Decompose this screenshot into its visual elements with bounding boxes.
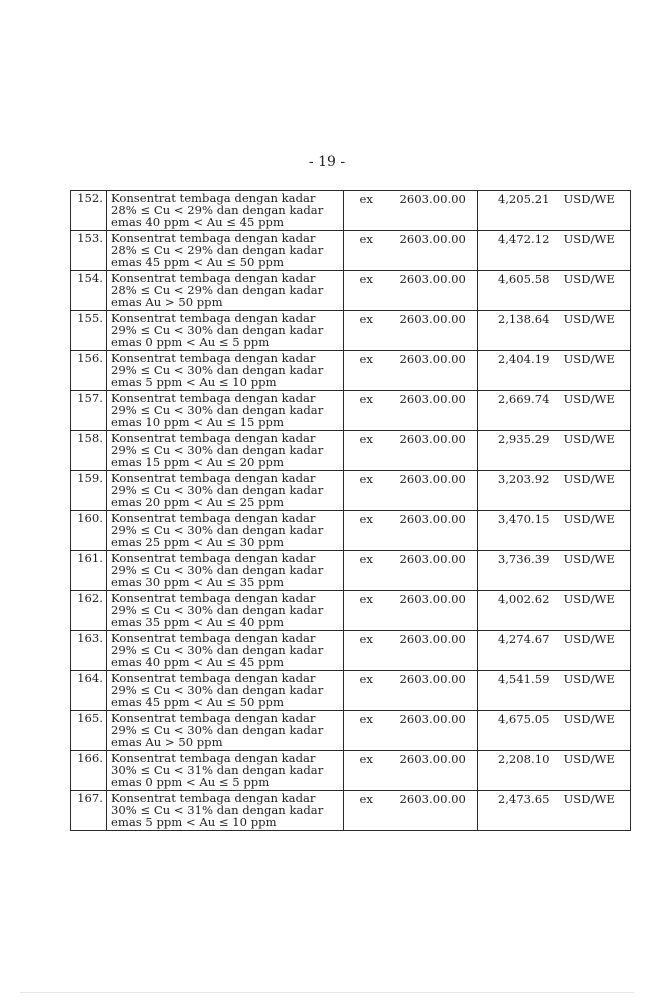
row-number: 157. (71, 391, 107, 431)
description-line: 29% ≤ Cu < 30% dan dengan kadar (111, 683, 324, 698)
price-unit: USD/WE (558, 271, 631, 311)
table-row (71, 431, 631, 471)
description-line: 29% ≤ Cu < 30% dan dengan kadar (111, 643, 324, 658)
description-line: Konsentrat tembaga dengan kadar (111, 751, 316, 765)
price-unit: USD/WE (558, 471, 631, 511)
product-description (107, 631, 344, 671)
description-line: emas 45 ppm < Au ≤ 50 ppm (111, 255, 284, 270)
row-number: 167. (71, 791, 107, 831)
row-number: 160. (71, 511, 107, 551)
description-line: Konsentrat tembaga dengan kadar (111, 351, 316, 365)
export-price: 4,675.05 (478, 711, 558, 751)
hs-code: 2603.00.00 (389, 311, 478, 351)
export-price: 4,205.21 (478, 191, 558, 231)
table-row (71, 271, 631, 311)
description-line: Konsentrat tembaga dengan kadar (111, 431, 316, 445)
table-row (71, 671, 631, 711)
description-line: emas 40 ppm < Au ≤ 45 ppm (111, 655, 284, 670)
export-price: 2,404.19 (478, 351, 558, 391)
hs-code: 2603.00.00 (389, 271, 478, 311)
description-line: emas 40 ppm < Au ≤ 45 ppm (111, 215, 284, 230)
row-number: 161. (71, 551, 107, 591)
export-price: 4,274.67 (478, 631, 558, 671)
hs-code: 2603.00.00 (389, 711, 478, 751)
product-description (107, 231, 344, 271)
table-row (71, 631, 631, 671)
description-line: Konsentrat tembaga dengan kadar (111, 471, 316, 485)
price-unit: USD/WE (558, 751, 631, 791)
row-number: 155. (71, 311, 107, 351)
product-description (107, 671, 344, 711)
description-line: emas 10 ppm < Au ≤ 15 ppm (111, 415, 284, 430)
row-number: 152. (71, 191, 107, 231)
table-row (71, 351, 631, 391)
hs-code: 2603.00.00 (389, 751, 478, 791)
hs-code: 2603.00.00 (389, 431, 478, 471)
row-number: 166. (71, 751, 107, 791)
product-description (107, 791, 344, 831)
product-description (107, 191, 344, 231)
product-description (107, 351, 344, 391)
product-description (107, 751, 344, 791)
ex-marker: ex (344, 471, 389, 511)
ex-marker: ex (344, 271, 389, 311)
ex-marker: ex (344, 351, 389, 391)
row-number: 154. (71, 271, 107, 311)
ex-marker: ex (344, 231, 389, 271)
ex-marker: ex (344, 511, 389, 551)
hs-code: 2603.00.00 (389, 231, 478, 271)
product-description (107, 711, 344, 751)
description-line: emas 5 ppm < Au ≤ 10 ppm (111, 815, 277, 830)
description-line: emas 5 ppm < Au ≤ 10 ppm (111, 375, 277, 390)
table-row (71, 751, 631, 791)
export-price: 3,470.15 (478, 511, 558, 551)
description-line: emas Au > 50 ppm (111, 735, 223, 750)
ex-marker: ex (344, 791, 389, 831)
description-line: Konsentrat tembaga dengan kadar (111, 231, 316, 245)
hs-code: 2603.00.00 (389, 591, 478, 631)
ex-marker: ex (344, 631, 389, 671)
price-unit: USD/WE (558, 311, 631, 351)
price-unit: USD/WE (558, 791, 631, 831)
hs-code: 2603.00.00 (389, 551, 478, 591)
description-line: emas 30 ppm < Au ≤ 35 ppm (111, 575, 284, 590)
product-description (107, 471, 344, 511)
description-line: Konsentrat tembaga dengan kadar (111, 591, 316, 605)
product-description (107, 431, 344, 471)
export-price: 4,605.58 (478, 271, 558, 311)
description-line: emas 45 ppm < Au ≤ 50 ppm (111, 695, 284, 710)
description-line: 29% ≤ Cu < 30% dan dengan kadar (111, 563, 324, 578)
price-table (70, 190, 631, 831)
export-price: 4,002.62 (478, 591, 558, 631)
description-line: emas 0 ppm < Au ≤ 5 ppm (111, 335, 270, 350)
price-unit: USD/WE (558, 391, 631, 431)
hs-code: 2603.00.00 (389, 511, 478, 551)
export-price: 2,669.74 (478, 391, 558, 431)
price-unit: USD/WE (558, 431, 631, 471)
hs-code: 2603.00.00 (389, 391, 478, 431)
description-line: 30% ≤ Cu < 31% dan dengan kadar (111, 763, 324, 778)
hs-code: 2603.00.00 (389, 351, 478, 391)
page-number: - 19 - (308, 154, 346, 170)
description-line: 29% ≤ Cu < 30% dan dengan kadar (111, 523, 324, 538)
price-unit: USD/WE (558, 551, 631, 591)
ex-marker: ex (344, 591, 389, 631)
description-line: Konsentrat tembaga dengan kadar (111, 391, 316, 405)
description-line: emas 25 ppm < Au ≤ 30 ppm (111, 535, 284, 550)
ex-marker: ex (344, 671, 389, 711)
description-line: 29% ≤ Cu < 30% dan dengan kadar (111, 603, 324, 618)
product-description (107, 311, 344, 351)
ex-marker: ex (344, 711, 389, 751)
description-line: Konsentrat tembaga dengan kadar (111, 551, 316, 565)
hs-code: 2603.00.00 (389, 631, 478, 671)
description-line: 29% ≤ Cu < 30% dan dengan kadar (111, 323, 324, 338)
description-line: Konsentrat tembaga dengan kadar (111, 271, 316, 285)
description-line: 28% ≤ Cu < 29% dan dengan kadar (111, 243, 324, 258)
description-line: Konsentrat tembaga dengan kadar (111, 791, 316, 805)
ex-marker: ex (344, 311, 389, 351)
description-line: 29% ≤ Cu < 30% dan dengan kadar (111, 403, 324, 418)
description-line: emas 0 ppm < Au ≤ 5 ppm (111, 775, 270, 790)
product-description (107, 271, 344, 311)
hs-code: 2603.00.00 (389, 671, 478, 711)
export-price: 2,473.65 (478, 791, 558, 831)
description-line: emas 15 ppm < Au ≤ 20 ppm (111, 455, 284, 470)
description-line: Konsentrat tembaga dengan kadar (111, 631, 316, 645)
table-row (71, 591, 631, 631)
description-line: 28% ≤ Cu < 29% dan dengan kadar (111, 203, 324, 218)
table-row (71, 511, 631, 551)
description-line: Konsentrat tembaga dengan kadar (111, 511, 316, 525)
description-line: 30% ≤ Cu < 31% dan dengan kadar (111, 803, 324, 818)
ex-marker: ex (344, 751, 389, 791)
export-price: 2,208.10 (478, 751, 558, 791)
export-price: 4,541.59 (478, 671, 558, 711)
description-line: 28% ≤ Cu < 29% dan dengan kadar (111, 283, 324, 298)
price-unit: USD/WE (558, 511, 631, 551)
export-price: 2,935.29 (478, 431, 558, 471)
export-price: 3,736.39 (478, 551, 558, 591)
price-unit: USD/WE (558, 631, 631, 671)
table-row (71, 191, 631, 231)
row-number: 164. (71, 671, 107, 711)
product-description (107, 391, 344, 431)
description-line: emas 20 ppm < Au ≤ 25 ppm (111, 495, 284, 510)
page-bottom-divider (20, 992, 634, 993)
hs-code: 2603.00.00 (389, 791, 478, 831)
product-description (107, 591, 344, 631)
price-unit: USD/WE (558, 231, 631, 271)
row-number: 162. (71, 591, 107, 631)
description-line: 29% ≤ Cu < 30% dan dengan kadar (111, 723, 324, 738)
row-number: 156. (71, 351, 107, 391)
description-line: 29% ≤ Cu < 30% dan dengan kadar (111, 363, 324, 378)
table-row (71, 551, 631, 591)
table-row (71, 711, 631, 751)
price-unit: USD/WE (558, 591, 631, 631)
description-line: 29% ≤ Cu < 30% dan dengan kadar (111, 443, 324, 458)
row-number: 159. (71, 471, 107, 511)
ex-marker: ex (344, 391, 389, 431)
ex-marker: ex (344, 431, 389, 471)
price-unit: USD/WE (558, 671, 631, 711)
product-description (107, 551, 344, 591)
table-row (71, 471, 631, 511)
export-price: 4,472.12 (478, 231, 558, 271)
description-line: emas 35 ppm < Au ≤ 40 ppm (111, 615, 284, 630)
ex-marker: ex (344, 191, 389, 231)
description-line: Konsentrat tembaga dengan kadar (111, 191, 316, 205)
description-line: Konsentrat tembaga dengan kadar (111, 671, 316, 685)
row-number: 163. (71, 631, 107, 671)
table-row (71, 791, 631, 831)
product-description (107, 511, 344, 551)
export-price: 2,138.64 (478, 311, 558, 351)
price-unit: USD/WE (558, 711, 631, 751)
row-number: 153. (71, 231, 107, 271)
table-row (71, 391, 631, 431)
description-line: Konsentrat tembaga dengan kadar (111, 311, 316, 325)
table-row (71, 231, 631, 271)
description-line: 29% ≤ Cu < 30% dan dengan kadar (111, 483, 324, 498)
description-line: emas Au > 50 ppm (111, 295, 223, 310)
hs-code: 2603.00.00 (389, 191, 478, 231)
price-unit: USD/WE (558, 191, 631, 231)
table-row (71, 311, 631, 351)
row-number: 165. (71, 711, 107, 751)
export-price: 3,203.92 (478, 471, 558, 511)
hs-code: 2603.00.00 (389, 471, 478, 511)
price-unit: USD/WE (558, 351, 631, 391)
row-number: 158. (71, 431, 107, 471)
description-line: Konsentrat tembaga dengan kadar (111, 711, 316, 725)
ex-marker: ex (344, 551, 389, 591)
price-table-body (71, 191, 631, 831)
